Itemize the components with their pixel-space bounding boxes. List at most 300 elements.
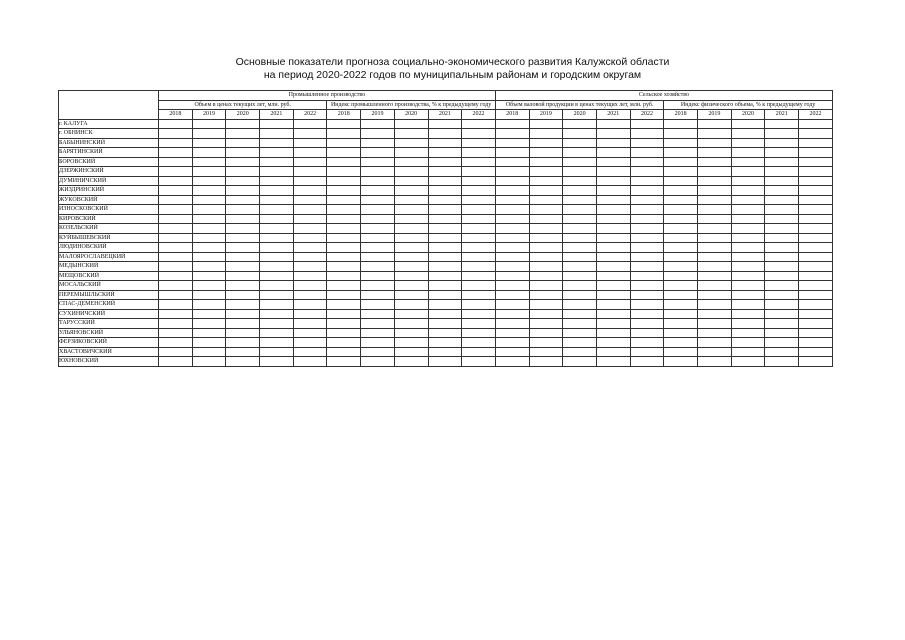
value-cell <box>596 309 630 319</box>
value-cell <box>799 129 833 139</box>
value-cell <box>799 347 833 357</box>
value-cell <box>226 347 260 357</box>
value-cell <box>159 157 193 167</box>
value-cell <box>529 129 563 139</box>
industry-volume-header: Объем в ценах текущих лет, млн. руб. <box>159 100 327 110</box>
value-cell <box>664 148 698 158</box>
value-cell <box>159 129 193 139</box>
agri-volume-header: Объем валовой продукции в ценах текущих лет, млн. руб. <box>495 100 663 110</box>
value-cell <box>495 195 529 205</box>
value-cell <box>226 328 260 338</box>
value-cell <box>192 129 226 139</box>
value-cell <box>495 300 529 310</box>
value-cell <box>462 357 496 367</box>
value-cell <box>596 271 630 281</box>
year-header: 2019 <box>698 110 732 120</box>
value-cell <box>529 138 563 148</box>
year-header: 2022 <box>293 110 327 120</box>
value-cell <box>563 119 597 129</box>
value-cell <box>226 157 260 167</box>
value-cell <box>765 243 799 253</box>
value-cell <box>799 214 833 224</box>
value-cell <box>361 233 395 243</box>
industry-section-header: Промышленное производство <box>159 91 496 101</box>
value-cell <box>529 271 563 281</box>
value-cell <box>260 300 294 310</box>
value-cell <box>327 328 361 338</box>
value-cell <box>192 319 226 329</box>
value-cell <box>293 157 327 167</box>
value-cell <box>327 214 361 224</box>
value-cell <box>394 224 428 234</box>
value-cell <box>327 290 361 300</box>
value-cell <box>226 243 260 253</box>
value-cell <box>428 176 462 186</box>
value-cell <box>664 319 698 329</box>
table-row <box>59 148 833 158</box>
value-cell <box>799 186 833 196</box>
value-cell <box>731 300 765 310</box>
value-cell <box>664 338 698 348</box>
value-cell <box>596 252 630 262</box>
value-cell <box>563 300 597 310</box>
value-cell <box>192 224 226 234</box>
value-cell <box>698 347 732 357</box>
value-cell <box>462 262 496 272</box>
value-cell <box>630 347 664 357</box>
value-cell <box>731 252 765 262</box>
value-cell <box>495 186 529 196</box>
district-name: г. ОБНИНСК <box>59 129 159 139</box>
value-cell <box>327 347 361 357</box>
value-cell <box>428 233 462 243</box>
value-cell <box>428 157 462 167</box>
district-name: МЕДЫНСКИЙ <box>59 262 159 272</box>
value-cell <box>226 148 260 158</box>
value-cell <box>226 262 260 272</box>
table-row <box>59 138 833 148</box>
value-cell <box>765 138 799 148</box>
value-cell <box>394 119 428 129</box>
value-cell <box>495 252 529 262</box>
district-name: ЖИЗДРИНСКИЙ <box>59 186 159 196</box>
value-cell <box>159 138 193 148</box>
value-cell <box>596 167 630 177</box>
district-name: КИРОВСКИЙ <box>59 214 159 224</box>
value-cell <box>361 347 395 357</box>
value-cell <box>799 300 833 310</box>
value-cell <box>664 243 698 253</box>
value-cell <box>361 205 395 215</box>
value-cell <box>731 119 765 129</box>
value-cell <box>563 243 597 253</box>
value-cell <box>260 281 294 291</box>
value-cell <box>529 290 563 300</box>
value-cell <box>361 309 395 319</box>
value-cell <box>428 309 462 319</box>
value-cell <box>159 195 193 205</box>
value-cell <box>394 195 428 205</box>
value-cell <box>799 271 833 281</box>
value-cell <box>260 243 294 253</box>
value-cell <box>394 243 428 253</box>
value-cell <box>361 195 395 205</box>
value-cell <box>765 328 799 338</box>
value-cell <box>664 129 698 139</box>
value-cell <box>462 271 496 281</box>
year-header: 2021 <box>428 110 462 120</box>
table-row <box>59 357 833 367</box>
value-cell <box>226 186 260 196</box>
value-cell <box>664 157 698 167</box>
value-cell <box>327 243 361 253</box>
value-cell <box>394 186 428 196</box>
value-cell <box>495 157 529 167</box>
value-cell <box>260 328 294 338</box>
value-cell <box>394 271 428 281</box>
value-cell <box>462 347 496 357</box>
value-cell <box>563 157 597 167</box>
value-cell <box>563 176 597 186</box>
value-cell <box>698 119 732 129</box>
value-cell <box>630 205 664 215</box>
value-cell <box>192 271 226 281</box>
value-cell <box>159 290 193 300</box>
district-name: БОРОВСКИЙ <box>59 157 159 167</box>
value-cell <box>159 176 193 186</box>
district-name: ИЗНОСКОВСКИЙ <box>59 205 159 215</box>
value-cell <box>596 357 630 367</box>
value-cell <box>731 347 765 357</box>
table-row <box>59 319 833 329</box>
value-cell <box>159 148 193 158</box>
value-cell <box>327 176 361 186</box>
district-name: г. КАЛУГА <box>59 119 159 129</box>
value-cell <box>260 148 294 158</box>
value-cell <box>394 281 428 291</box>
value-cell <box>226 129 260 139</box>
value-cell <box>361 148 395 158</box>
value-cell <box>462 309 496 319</box>
value-cell <box>394 252 428 262</box>
table-row <box>59 214 833 224</box>
value-cell <box>664 167 698 177</box>
value-cell <box>765 262 799 272</box>
value-cell <box>327 319 361 329</box>
value-cell <box>698 309 732 319</box>
value-cell <box>462 319 496 329</box>
year-header: 2021 <box>260 110 294 120</box>
value-cell <box>731 290 765 300</box>
value-cell <box>495 214 529 224</box>
value-cell <box>159 262 193 272</box>
value-cell <box>327 119 361 129</box>
value-cell <box>428 138 462 148</box>
value-cell <box>596 290 630 300</box>
district-name: КОЗЕЛЬСКИЙ <box>59 224 159 234</box>
value-cell <box>596 347 630 357</box>
value-cell <box>596 176 630 186</box>
year-header: 2020 <box>394 110 428 120</box>
value-cell <box>293 252 327 262</box>
value-cell <box>495 262 529 272</box>
value-cell <box>495 357 529 367</box>
value-cell <box>799 338 833 348</box>
value-cell <box>192 328 226 338</box>
year-header: 2020 <box>731 110 765 120</box>
value-cell <box>361 338 395 348</box>
table-row <box>59 300 833 310</box>
value-cell <box>630 328 664 338</box>
value-cell <box>495 309 529 319</box>
value-cell <box>495 148 529 158</box>
value-cell <box>428 338 462 348</box>
value-cell <box>327 186 361 196</box>
value-cell <box>664 252 698 262</box>
value-cell <box>731 129 765 139</box>
district-name: ЮХНОВСКИЙ <box>59 357 159 367</box>
value-cell <box>630 300 664 310</box>
year-header: 2018 <box>495 110 529 120</box>
value-cell <box>462 300 496 310</box>
value-cell <box>293 243 327 253</box>
value-cell <box>327 195 361 205</box>
value-cell <box>260 233 294 243</box>
value-cell <box>596 243 630 253</box>
value-cell <box>698 281 732 291</box>
value-cell <box>698 319 732 329</box>
value-cell <box>293 214 327 224</box>
table-row <box>59 119 833 129</box>
value-cell <box>731 186 765 196</box>
value-cell <box>327 157 361 167</box>
value-cell <box>596 300 630 310</box>
value-cell <box>462 157 496 167</box>
value-cell <box>563 138 597 148</box>
value-cell <box>664 357 698 367</box>
value-cell <box>799 328 833 338</box>
value-cell <box>394 338 428 348</box>
value-cell <box>765 357 799 367</box>
value-cell <box>394 262 428 272</box>
value-cell <box>698 328 732 338</box>
value-cell <box>293 309 327 319</box>
value-cell <box>799 157 833 167</box>
value-cell <box>563 233 597 243</box>
value-cell <box>563 148 597 158</box>
value-cell <box>361 176 395 186</box>
value-cell <box>260 224 294 234</box>
value-cell <box>226 319 260 329</box>
value-cell <box>192 309 226 319</box>
year-header: 2021 <box>596 110 630 120</box>
value-cell <box>361 119 395 129</box>
value-cell <box>765 148 799 158</box>
value-cell <box>495 138 529 148</box>
value-cell <box>529 119 563 129</box>
value-cell <box>765 281 799 291</box>
value-cell <box>327 262 361 272</box>
value-cell <box>596 205 630 215</box>
value-cell <box>428 271 462 281</box>
district-name: УЛЬЯНОВСКИЙ <box>59 328 159 338</box>
value-cell <box>260 186 294 196</box>
value-cell <box>630 157 664 167</box>
value-cell <box>529 338 563 348</box>
value-cell <box>428 129 462 139</box>
value-cell <box>765 338 799 348</box>
value-cell <box>361 243 395 253</box>
district-name: ЛЮДИНОВСКИЙ <box>59 243 159 253</box>
table-row <box>59 176 833 186</box>
value-cell <box>529 167 563 177</box>
value-cell <box>596 262 630 272</box>
value-cell <box>293 290 327 300</box>
value-cell <box>361 186 395 196</box>
value-cell <box>428 328 462 338</box>
district-name: СУХИНИЧСКИЙ <box>59 309 159 319</box>
value-cell <box>293 357 327 367</box>
value-cell <box>394 309 428 319</box>
value-cell <box>664 176 698 186</box>
value-cell <box>260 119 294 129</box>
value-cell <box>462 138 496 148</box>
value-cell <box>394 357 428 367</box>
value-cell <box>428 262 462 272</box>
value-cell <box>765 195 799 205</box>
value-cell <box>327 205 361 215</box>
value-cell <box>630 319 664 329</box>
year-header: 2018 <box>159 110 193 120</box>
value-cell <box>462 243 496 253</box>
value-cell <box>563 195 597 205</box>
value-cell <box>596 224 630 234</box>
district-name: ТАРУССКИЙ <box>59 319 159 329</box>
value-cell <box>563 319 597 329</box>
table-row <box>59 195 833 205</box>
value-cell <box>596 119 630 129</box>
value-cell <box>596 138 630 148</box>
value-cell <box>563 252 597 262</box>
value-cell <box>495 176 529 186</box>
value-cell <box>799 224 833 234</box>
value-cell <box>361 214 395 224</box>
value-cell <box>462 129 496 139</box>
value-cell <box>596 319 630 329</box>
value-cell <box>765 129 799 139</box>
value-cell <box>529 357 563 367</box>
value-cell <box>596 233 630 243</box>
value-cell <box>596 338 630 348</box>
value-cell <box>327 338 361 348</box>
value-cell <box>799 281 833 291</box>
year-header: 2019 <box>529 110 563 120</box>
value-cell <box>664 224 698 234</box>
value-cell <box>159 347 193 357</box>
value-cell <box>765 214 799 224</box>
value-cell <box>630 338 664 348</box>
value-cell <box>327 167 361 177</box>
value-cell <box>192 176 226 186</box>
value-cell <box>731 309 765 319</box>
value-cell <box>596 328 630 338</box>
table-row <box>59 309 833 319</box>
value-cell <box>260 167 294 177</box>
district-name: БАБЫНИНСКИЙ <box>59 138 159 148</box>
value-cell <box>596 129 630 139</box>
table-row <box>59 233 833 243</box>
value-cell <box>664 195 698 205</box>
value-cell <box>462 224 496 234</box>
value-cell <box>361 252 395 262</box>
value-cell <box>361 138 395 148</box>
value-cell <box>462 233 496 243</box>
value-cell <box>462 290 496 300</box>
value-cell <box>226 224 260 234</box>
value-cell <box>664 138 698 148</box>
value-cell <box>630 281 664 291</box>
value-cell <box>260 338 294 348</box>
value-cell <box>428 243 462 253</box>
value-cell <box>394 176 428 186</box>
value-cell <box>596 186 630 196</box>
value-cell <box>428 300 462 310</box>
value-cell <box>765 290 799 300</box>
value-cell <box>731 357 765 367</box>
value-cell <box>698 233 732 243</box>
value-cell <box>630 357 664 367</box>
value-cell <box>293 186 327 196</box>
value-cell <box>260 271 294 281</box>
value-cell <box>765 309 799 319</box>
value-cell <box>630 224 664 234</box>
value-cell <box>260 157 294 167</box>
value-cell <box>293 224 327 234</box>
value-cell <box>394 157 428 167</box>
value-cell <box>462 205 496 215</box>
value-cell <box>630 167 664 177</box>
value-cell <box>226 300 260 310</box>
value-cell <box>731 281 765 291</box>
value-cell <box>765 186 799 196</box>
value-cell <box>664 328 698 338</box>
value-cell <box>765 319 799 329</box>
value-cell <box>192 214 226 224</box>
value-cell <box>293 119 327 129</box>
value-cell <box>361 357 395 367</box>
value-cell <box>698 205 732 215</box>
value-cell <box>394 205 428 215</box>
value-cell <box>495 347 529 357</box>
value-cell <box>563 328 597 338</box>
value-cell <box>293 233 327 243</box>
value-cell <box>529 176 563 186</box>
value-cell <box>698 271 732 281</box>
value-cell <box>630 243 664 253</box>
value-cell <box>260 205 294 215</box>
year-header: 2022 <box>462 110 496 120</box>
value-cell <box>293 271 327 281</box>
value-cell <box>529 148 563 158</box>
value-cell <box>731 214 765 224</box>
value-cell <box>260 357 294 367</box>
value-cell <box>159 205 193 215</box>
year-header: 2020 <box>563 110 597 120</box>
value-cell <box>698 186 732 196</box>
value-cell <box>529 281 563 291</box>
value-cell <box>765 205 799 215</box>
value-cell <box>327 300 361 310</box>
